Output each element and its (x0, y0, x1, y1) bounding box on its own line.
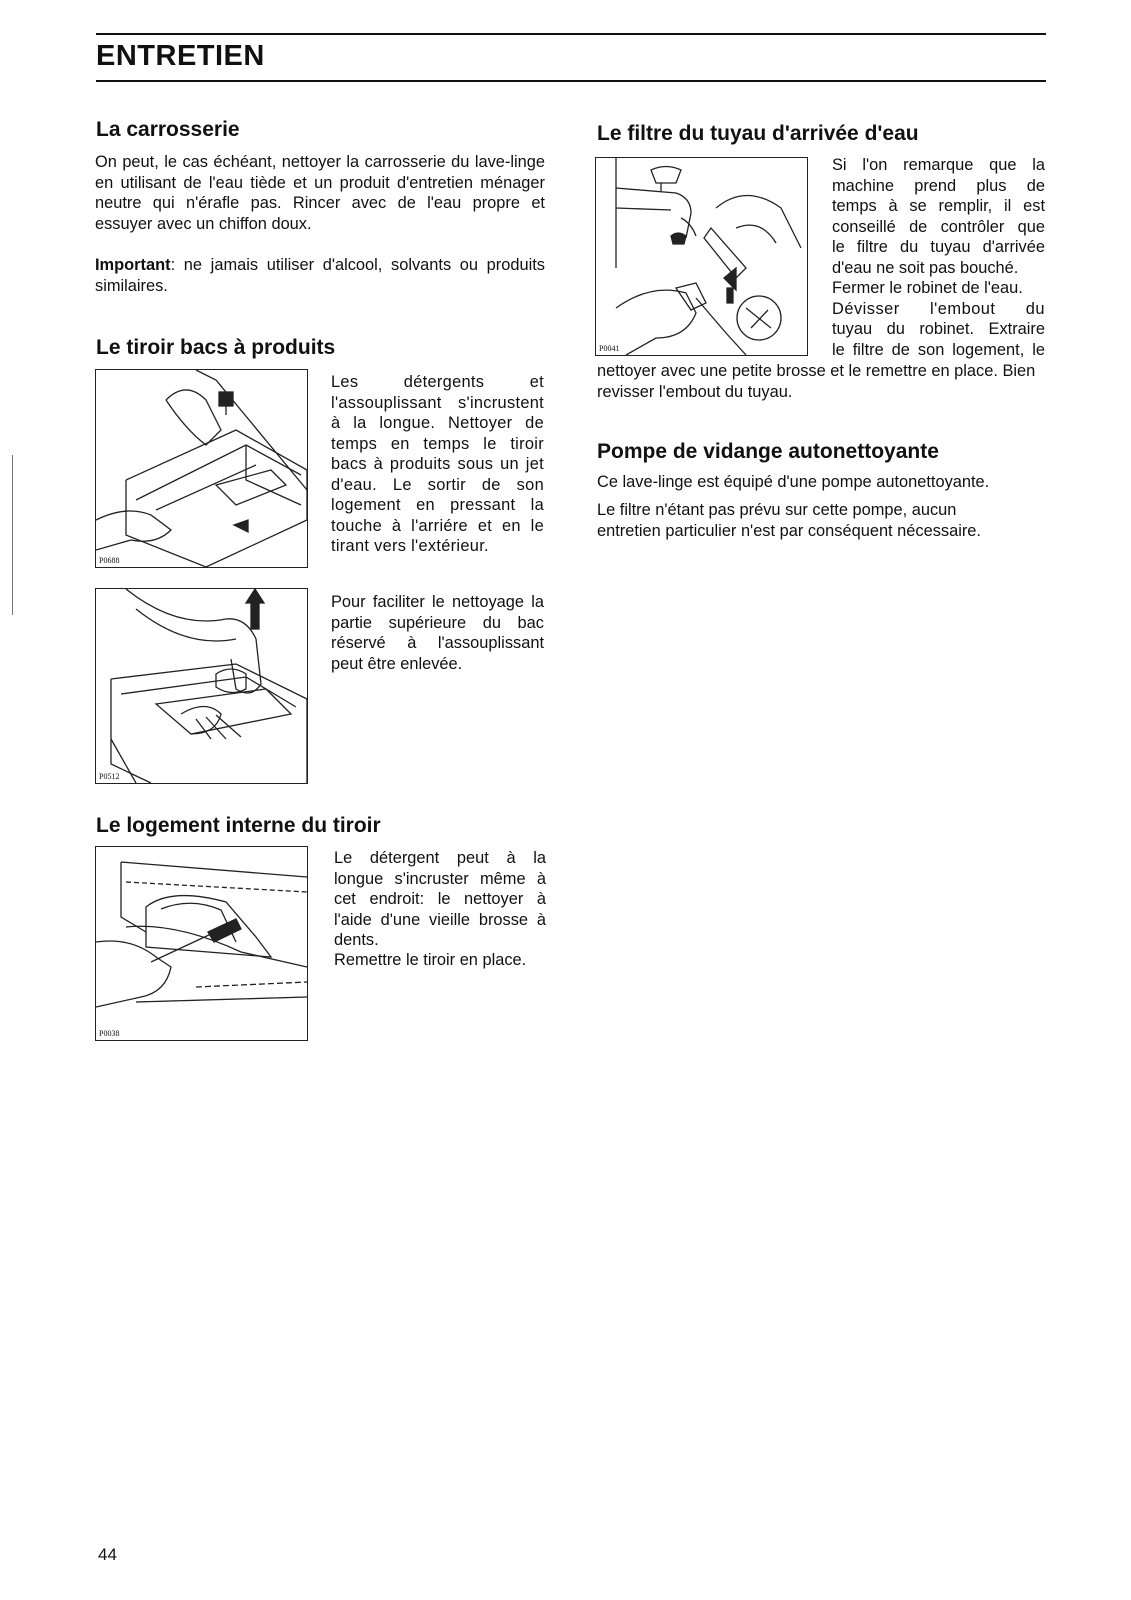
pompe-text-2: Le filtre n'étant pas prévu sur cette pompe, aucun entretien particulier n'est par conséquent nécessaire. (597, 501, 981, 540)
heading-logement: Le logement interne du tiroir (96, 814, 381, 837)
filtre-line: tuyau du robinet. Extraire (832, 320, 1045, 338)
filtre-wrapped-lines (832, 155, 1045, 360)
toothbrush-cleaning-illustration (96, 847, 307, 1040)
header-top-rule (96, 33, 1046, 35)
tiroir-text-1: Les détergents et l'assouplissant s'incrustent à la longue. Nettoyer de temps en temps le tiroir bacs à produits sous un jet d'eau. Le sortir de son logement en pressant la touche à l'arriére et en le tirant vers l'extérieur. (331, 373, 544, 555)
figure-toothbrush-cleaning (95, 846, 308, 1041)
carrosserie-important (95, 255, 545, 296)
filtre-line: Dévisser l'embout du (832, 299, 1045, 318)
filtre-line: le filtre du tuyau d'arrivée (832, 238, 1045, 256)
heading-filtre: Le filtre du tuyau d'arrivée d'eau (597, 122, 919, 145)
filtre-text-rest: nettoyer avec une petite brosse et le remettre en place. Bien revisser l'embout du tuyau. (597, 362, 1036, 401)
heading-carrosserie: La carrosserie (96, 118, 240, 141)
figure-code: P0038 (99, 1029, 120, 1038)
important-label: Important (95, 256, 171, 274)
figure-softener-lid (95, 588, 308, 784)
important-text: : ne jamais utiliser d'alcool, solvants ou produits similaires. (95, 256, 545, 295)
heading-tiroir: Le tiroir bacs à produits (96, 336, 336, 359)
filtre-line: conseillé de contrôler que (832, 217, 1045, 236)
figure-tap-filter (595, 157, 808, 356)
filtre-line: Si l'on remarque que la (832, 156, 1045, 174)
figure-drawer-removal (95, 369, 308, 568)
figure-code: P0512 (99, 772, 120, 781)
filtre-line: temps à se remplir, il est (832, 197, 1045, 215)
logement-text: Le détergent peut à la longue s'incruster même à cet endroit: le nettoyer à l'aide d'une vieille brosse à dents. (334, 849, 546, 949)
filtre-line: machine prend plus de (832, 176, 1045, 195)
figure-code: P0041 (599, 344, 620, 353)
drawer-removal-illustration (96, 370, 307, 567)
tap-filter-illustration (596, 158, 807, 355)
page-title: ENTRETIEN (96, 40, 265, 72)
pompe-text-1: Ce lave-linge est équipé d'une pompe autonettoyante. (597, 473, 990, 491)
filtre-line: le filtre de son logement, le (832, 340, 1045, 359)
filtre-line: Fermer le robinet de l'eau. (832, 279, 1023, 297)
figure-code: P0688 (99, 556, 120, 565)
logement-text-end: Remettre le tiroir en place. (334, 951, 527, 969)
header-bottom-rule (96, 80, 1046, 82)
softener-lid-illustration (96, 589, 307, 783)
page-number: 44 (98, 1545, 117, 1564)
heading-pompe: Pompe de vidange autonettoyante (597, 440, 939, 463)
filtre-line: d'eau ne soit pas bouché. (832, 258, 1019, 277)
carrosserie-body: On peut, le cas échéant, nettoyer la carrosserie du lave-linge en utilisant de l'eau tiède et un produit d'entretien ménager neutre qui n'érafle pas. Rincer avec de l'eau propre et essuyer avec un chiffon doux. (95, 153, 545, 233)
margin-mark (12, 455, 13, 615)
tiroir-text-2: Pour faciliter le nettoyage la partie supérieure du bac réservé à l'assouplissant peut être enlevée. (331, 593, 544, 673)
